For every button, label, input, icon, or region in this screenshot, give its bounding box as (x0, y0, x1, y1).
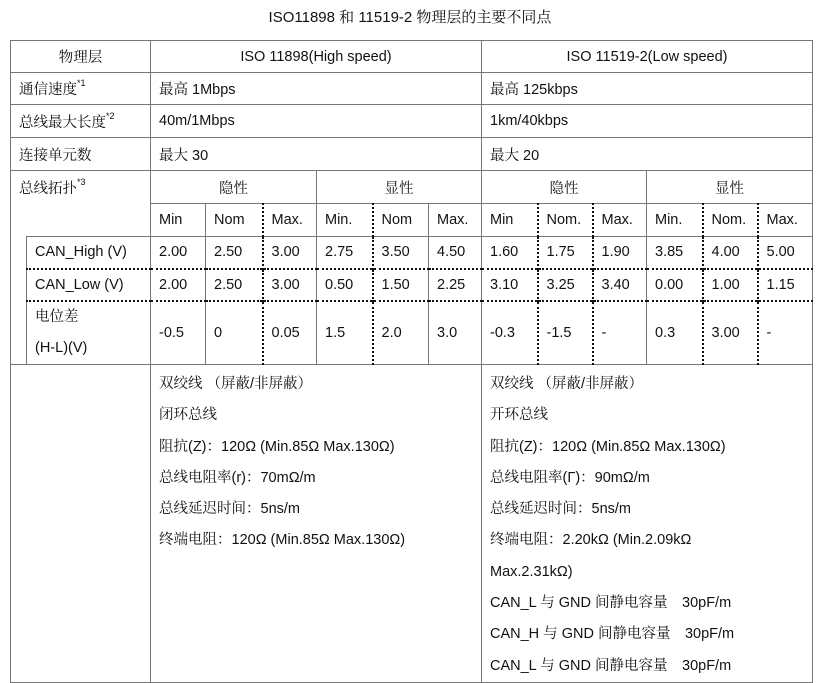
level-value: - (593, 301, 647, 365)
level-value: 3.40 (593, 269, 647, 301)
units-low: 最大 20 (482, 138, 813, 171)
level-label-unit: (H-L)(V) (35, 339, 88, 356)
topology-note: *3 (77, 177, 86, 187)
subheader-cell: Min. (317, 204, 373, 237)
speed-label (11, 73, 151, 105)
length-note: *2 (106, 110, 115, 121)
physical-layer-comparison-table (10, 40, 813, 683)
level-value: 2.50 (206, 269, 263, 301)
level-value: 3.00 (703, 301, 758, 365)
cable-spec-line: 总线电阻率(r)：70mΩ/m (159, 469, 316, 486)
header-high-speed: ISO 11898(High speed) (151, 41, 482, 73)
cable-spec-line: 总线延迟时间：5ns/m (159, 501, 300, 518)
subheader-cell: Nom. (538, 204, 593, 237)
subheader-cell: Max. (429, 204, 482, 237)
level-value: 2.00 (151, 269, 206, 301)
level-value: 0 (206, 301, 263, 365)
level-value: 3.00 (263, 269, 317, 301)
length-high: 40m/1Mbps (151, 105, 482, 138)
level-value: - (758, 301, 813, 365)
level-value: 1.60 (482, 237, 538, 269)
level-value: 5.00 (758, 237, 813, 269)
level-value: 0.3 (647, 301, 703, 365)
speed-high: 最高 1Mbps (151, 73, 482, 105)
subheader-cell: Max. (758, 204, 813, 237)
level-value: 0.05 (263, 301, 317, 365)
level-value: 2.00 (151, 237, 206, 269)
state-high-dominant: 显性 (317, 171, 482, 204)
state-high-recessive: 隐性 (151, 171, 317, 204)
cable-label (11, 365, 151, 683)
level-value: 4.00 (703, 237, 758, 269)
cable-row (11, 365, 813, 683)
level-value: -0.3 (482, 301, 538, 365)
level-value: 3.85 (647, 237, 703, 269)
subheader-cell: Min (151, 204, 206, 237)
cable-spec-line: 终端电阻：2.20kΩ (Min.2.09kΩ (490, 532, 692, 549)
speed-note: *1 (77, 78, 86, 88)
level-value: 1.90 (593, 237, 647, 269)
level-value: 2.50 (206, 237, 263, 269)
cable-spec-line: 总线电阻率(Γ)：90mΩ/m (490, 469, 650, 486)
length-row (11, 105, 813, 138)
state-low-recessive: 隐性 (482, 171, 647, 204)
cable-spec-line: Max.2.31kΩ) (490, 563, 573, 580)
state-low-dominant: 显性 (647, 171, 813, 204)
level-value: 2.75 (317, 237, 373, 269)
level-value: 3.0 (429, 301, 482, 365)
level-value: 1.5 (317, 301, 373, 365)
header-low-speed: ISO 11519-2(Low speed) (482, 41, 813, 73)
cable-spec-line: CAN_L 与 GND 间静电容量 30pF/m (490, 657, 732, 674)
level-row-can-high (11, 237, 813, 269)
units-high: 最大 30 (151, 138, 482, 171)
units-row (11, 138, 813, 171)
cable-spec-line: CAN_H 与 GND 间静电容量 30pF/m (490, 626, 735, 643)
level-label (27, 301, 151, 365)
cable-spec-line: 双绞线 （屏蔽/非屏蔽） (159, 376, 313, 392)
units-label: 连接单元数 (11, 138, 151, 171)
subheader-cell: Min (482, 204, 538, 237)
length-label-text: 总线最大长度 (19, 114, 106, 131)
topology-label (11, 171, 151, 237)
level-label-text: CAN_Low (V) (35, 276, 124, 293)
level-value: -1.5 (538, 301, 593, 365)
level-row-difference (11, 301, 813, 365)
cable-spec-line: 终端电阻：120Ω (Min.85Ω Max.130Ω) (159, 532, 406, 549)
level-label-text: 电位差 (35, 308, 79, 325)
subheader-cell: Max. (593, 204, 647, 237)
level-row-can-low (11, 269, 813, 301)
level-value: 4.50 (429, 237, 482, 269)
level-value: 0.50 (317, 269, 373, 301)
level-value: 3.10 (482, 269, 538, 301)
cable-spec-line: 总线延迟时间：5ns/m (490, 501, 631, 518)
level-value: 2.0 (373, 301, 429, 365)
level-value: 1.50 (373, 269, 429, 301)
header-row (11, 41, 813, 73)
level-value: 1.75 (538, 237, 593, 269)
length-label (11, 105, 151, 138)
level-value: 3.25 (538, 269, 593, 301)
level-value: 0.00 (647, 269, 703, 301)
speed-low: 最高 125kbps (482, 73, 813, 105)
cable-low-spec (482, 365, 813, 683)
length-low: 1km/40kbps (482, 105, 813, 138)
document-title: ISO11898 和 11519-2 物理层的主要不同点 (268, 9, 552, 26)
topology-label-text: 总线拓扑 (19, 181, 77, 197)
indent-cell (11, 237, 27, 365)
state-row (11, 171, 813, 204)
cable-spec-line: 闭环总线 (159, 407, 217, 424)
speed-row (11, 73, 813, 105)
level-value: 1.00 (703, 269, 758, 301)
subheader-cell: Nom (373, 204, 429, 237)
subheader-cell: Max. (263, 204, 317, 237)
cable-high-spec (151, 365, 482, 683)
subheader-cell: Min. (647, 204, 703, 237)
cable-spec-line: 开环总线 (490, 407, 548, 424)
level-value: 3.00 (263, 237, 317, 269)
level-label-text: CAN_High (V) (35, 244, 127, 261)
level-value: 3.50 (373, 237, 429, 269)
level-label (27, 269, 151, 301)
cable-spec-line: CAN_L 与 GND 间静电容量 30pF/m (490, 595, 732, 612)
level-value: 2.25 (429, 269, 482, 301)
speed-label-text: 通信速度 (19, 82, 77, 98)
level-value: -0.5 (151, 301, 206, 365)
level-value: 1.15 (758, 269, 813, 301)
header-label: 物理层 (11, 41, 151, 73)
cable-spec-line: 双绞线 （屏蔽/非屏蔽） (490, 376, 644, 392)
subheader-cell: Nom. (703, 204, 758, 237)
cable-spec-line: 阻抗(Z)：120Ω (Min.85Ω Max.130Ω) (490, 438, 726, 455)
cable-spec-line: 阻抗(Z)：120Ω (Min.85Ω Max.130Ω) (159, 438, 395, 455)
level-label (27, 237, 151, 269)
subheader-cell: Nom (206, 204, 263, 237)
